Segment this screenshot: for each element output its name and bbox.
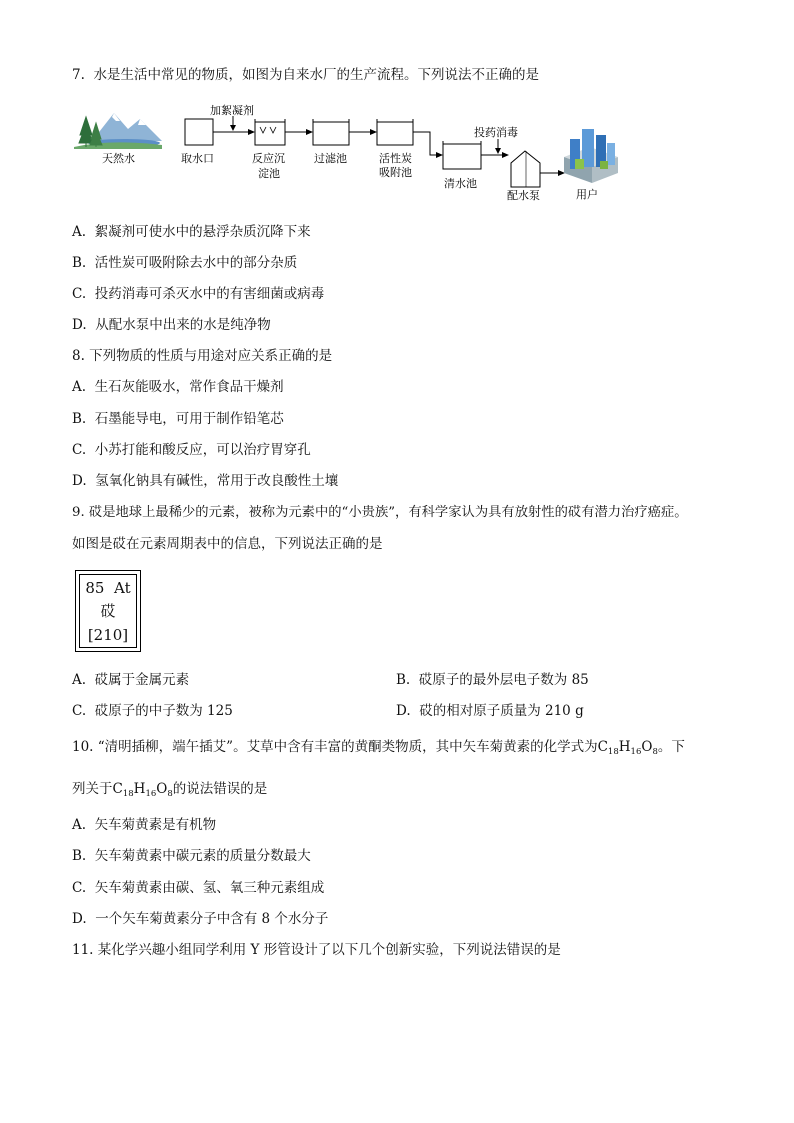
element-name: 砹 [100, 602, 116, 620]
label-carbon-2: 吸附池 [379, 166, 412, 179]
city-buildings-icon [564, 129, 618, 183]
q7-option-c: C. 投药消毒可杀灭水中的有害细菌或病毒 [72, 286, 325, 302]
label-user: 用户 [576, 188, 598, 201]
formula-c18h16o8: $C_{18}H_{16}O_8$ [597, 739, 658, 757]
label-carbon-1: 活性炭 [379, 152, 412, 165]
q8-option-b: B. 石墨能导电，可用于制作铅笔芯 [72, 411, 284, 427]
q10-option-a: A. 矢车菊黄素是有机物 [72, 817, 217, 833]
q10-option-c: C. 矢车菊黄素由碳、氢、氧三种元素组成 [72, 880, 325, 896]
label-natural-water: 天然水 [102, 152, 135, 165]
q7-stem: 7. 水是生活中常见的物质，如图为自来水厂的生产流程。下列说法不正确的是 [72, 67, 539, 83]
clear-water-tank [443, 141, 481, 169]
q10-option-d: D. 一个矢车菊黄素分子中含有 8 个水分子 [72, 911, 329, 927]
q9-option-c: C. 砹原子的中子数为 125 [72, 703, 233, 719]
label-intake: 取水口 [181, 152, 214, 165]
q11-stem: 11. 某化学兴趣小组同学利用 Y 形管设计了以下几个创新实验，下列说法错误的是 [72, 942, 561, 958]
q8-option-a: A. 生石灰能吸水，常作食品干燥剂 [72, 379, 284, 395]
sedimentation-tank [255, 119, 285, 145]
q7-option-a: A. 絮凝剂可使水中的悬浮杂质沉降下来 [72, 224, 311, 240]
q9-option-d: D. 砹的相对原子质量为 210 g [396, 703, 584, 719]
q8-option-c: C. 小苏打能和酸反应，可以治疗胃穿孔 [72, 442, 311, 458]
pump-house-icon [511, 151, 540, 187]
label-sedimentation-2: 淀池 [258, 167, 280, 180]
q9-option-a: A. 砹属于金属元素 [72, 672, 190, 688]
q10-stem-line-2 [72, 780, 267, 803]
label-pump: 配水泵 [507, 189, 540, 202]
q10-stem-text-a: 10. “清明插柳，端午插艾”。艾草中含有丰富的黄酮类物质，其中矢车菊黄素的化学式为 [72, 739, 598, 755]
q8-option-d: D. 氢氧化钠具有碱性，常用于改良酸性土壤 [72, 473, 339, 489]
label-clear-water: 清水池 [444, 177, 477, 190]
natural-water-icon [74, 113, 162, 149]
q7-option-d: D. 从配水泵中出来的水是纯净物 [72, 317, 271, 333]
label-sedimentation-1: 反应沉 [252, 152, 285, 165]
q9-stem-line-1: 9. 砹是地球上最稀少的元素，被称为元素中的“小贵族”，有科学家认为具有放射性的砹有潜力治疗癌症。 [72, 505, 688, 520]
q10-stem-text-b: 。下 [657, 739, 685, 755]
intake-box [185, 119, 213, 145]
formula-c18h16o8-2: $C_{18}H_{16}O_8$ [112, 781, 173, 799]
element-mass: [210] [87, 626, 129, 644]
q10-stem-text-c: 列关于 [72, 781, 113, 797]
q7-option-b: B. 活性炭可吸附除去水中的部分杂质 [72, 255, 298, 271]
label-filter: 过滤池 [314, 152, 347, 165]
q9-stem-line-2: 如图是砹在元素周期表中的信息，下列说法正确的是 [72, 536, 383, 552]
q10-stem-text-d: 的说法错误的是 [172, 781, 268, 797]
element-number-symbol: 85 At [85, 579, 131, 597]
water-treatment-diagram [70, 103, 630, 203]
q10-option-b: B. 矢车菊黄素中碳元素的质量分数最大 [72, 848, 311, 864]
q8-stem: 8. 下列物质的性质与用途对应关系正确的是 [72, 348, 333, 364]
element-card-astatine [75, 570, 141, 652]
carbon-tank [377, 119, 413, 145]
q10-stem-line-1 [72, 738, 685, 761]
q9-option-b: B. 砹原子的最外层电子数为 85 [396, 672, 589, 688]
filter-tank [313, 119, 349, 145]
label-disinfect: 投药消毒 [474, 126, 518, 139]
label-coagulant: 加絮凝剂 [210, 104, 254, 117]
